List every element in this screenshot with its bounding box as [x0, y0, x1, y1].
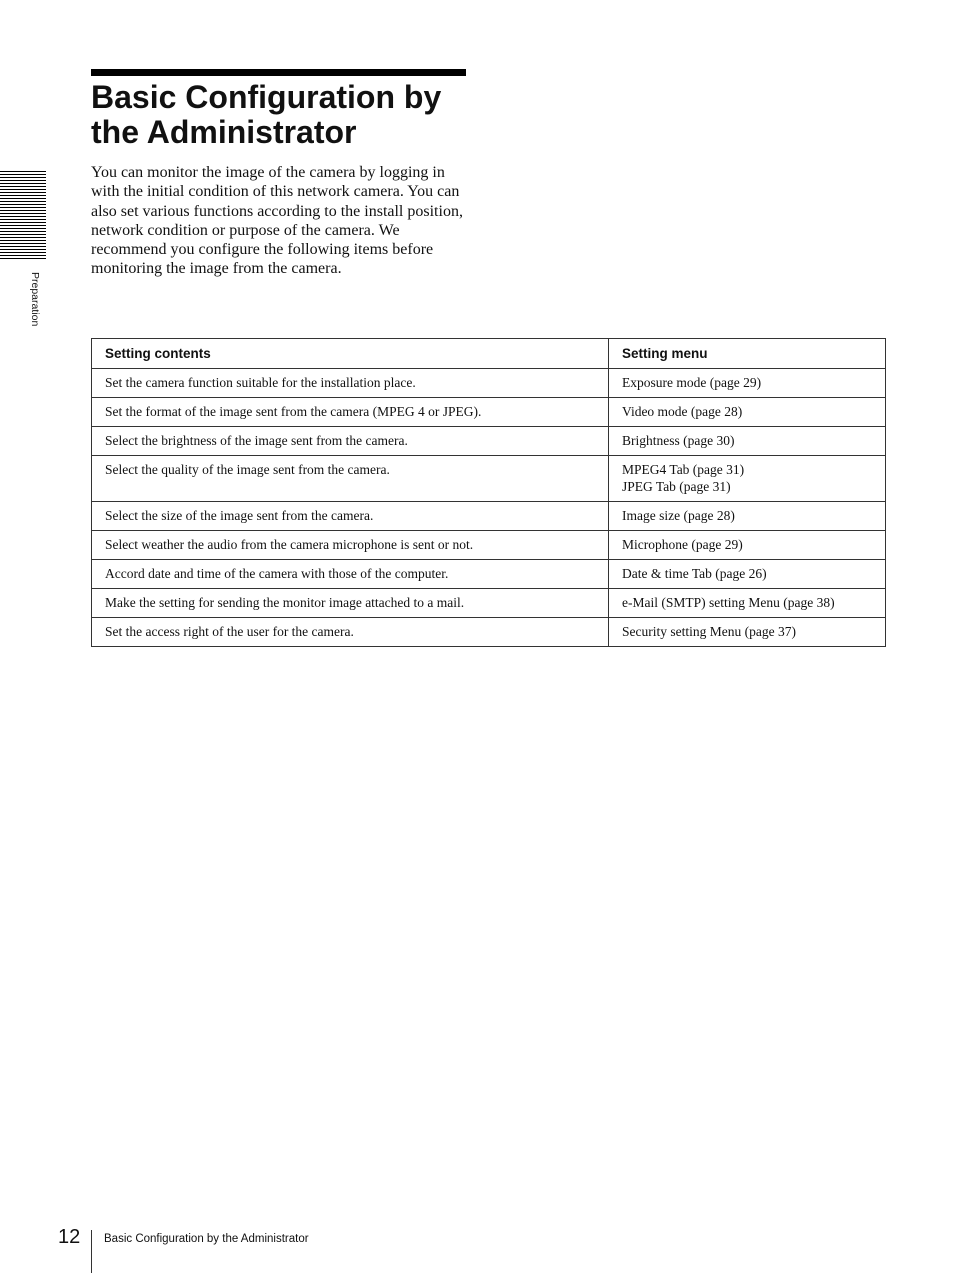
setting-menu-reference: MPEG4 Tab (page 31) [622, 462, 745, 477]
setting-menu-reference: Exposure mode (page 29) [622, 375, 762, 390]
table-row [92, 618, 886, 647]
footer-running-title: Basic Configuration by the Administrator [104, 1233, 309, 1245]
table-row [92, 502, 886, 531]
setting-menu-reference: Image size (page 28) [622, 508, 735, 523]
setting-menu-cell [609, 398, 886, 427]
setting-contents-cell: Select weather the audio from the camera microphone is sent or not. [92, 531, 609, 560]
setting-menu-reference: Security setting Menu (page 37) [622, 624, 796, 639]
setting-contents-cell: Set the camera function suitable for the installation place. [92, 369, 609, 398]
setting-menu-reference: JPEG Tab (page 31) [622, 479, 731, 494]
table-row [92, 398, 886, 427]
setting-menu-cell [609, 502, 886, 531]
setting-menu-cell [609, 456, 886, 502]
table-row [92, 369, 886, 398]
setting-menu-cell [609, 560, 886, 589]
setting-contents-cell: Select the size of the image sent from the camera. [92, 502, 609, 531]
setting-menu-reference: e-Mail (SMTP) setting Menu (page 38) [622, 595, 835, 610]
setting-menu-reference: Brightness (page 30) [622, 433, 735, 448]
table-row [92, 456, 886, 502]
table-header-row [92, 339, 886, 369]
setting-menu-cell [609, 531, 886, 560]
table-row [92, 427, 886, 456]
table-row [92, 560, 886, 589]
footer-divider [91, 1230, 92, 1273]
section-tab-stripes [0, 171, 46, 259]
setting-contents-cell: Make the setting for sending the monitor image attached to a mail. [92, 589, 609, 618]
setting-contents-cell: Select the quality of the image sent from the camera. [92, 456, 609, 502]
setting-menu-reference: Date & time Tab (page 26) [622, 566, 767, 581]
setting-menu-reference: Microphone (page 29) [622, 537, 743, 552]
column-header-setting-contents: Setting contents [92, 339, 609, 369]
setting-menu-cell [609, 589, 886, 618]
table-row [92, 531, 886, 560]
settings-table-body [92, 369, 886, 647]
table-row [92, 589, 886, 618]
setting-menu-cell [609, 427, 886, 456]
section-tab-label: Preparation [29, 272, 41, 327]
title-rule [91, 69, 466, 76]
page-title: Basic Configuration by the Administrator [91, 79, 442, 150]
page-number: 12 [58, 1226, 81, 1248]
setting-menu-cell [609, 618, 886, 647]
setting-contents-cell: Set the access right of the user for the camera. [92, 618, 609, 647]
column-header-setting-menu: Setting menu [609, 339, 886, 369]
setting-menu-cell [609, 369, 886, 398]
setting-contents-cell: Select the brightness of the image sent from the camera. [92, 427, 609, 456]
setting-contents-cell: Set the format of the image sent from the camera (MPEG 4 or JPEG). [92, 398, 609, 427]
setting-contents-cell: Accord date and time of the camera with those of the computer. [92, 560, 609, 589]
setting-menu-reference: Video mode (page 28) [622, 404, 743, 419]
intro-paragraph: You can monitor the image of the camera by logging in with the initial condition of this network camera. You can also set various functions according to the install position, network condition or purpose of the camera. We recommend you configure the following items before monitoring the image from the camera. [91, 164, 463, 278]
settings-table [91, 338, 886, 647]
